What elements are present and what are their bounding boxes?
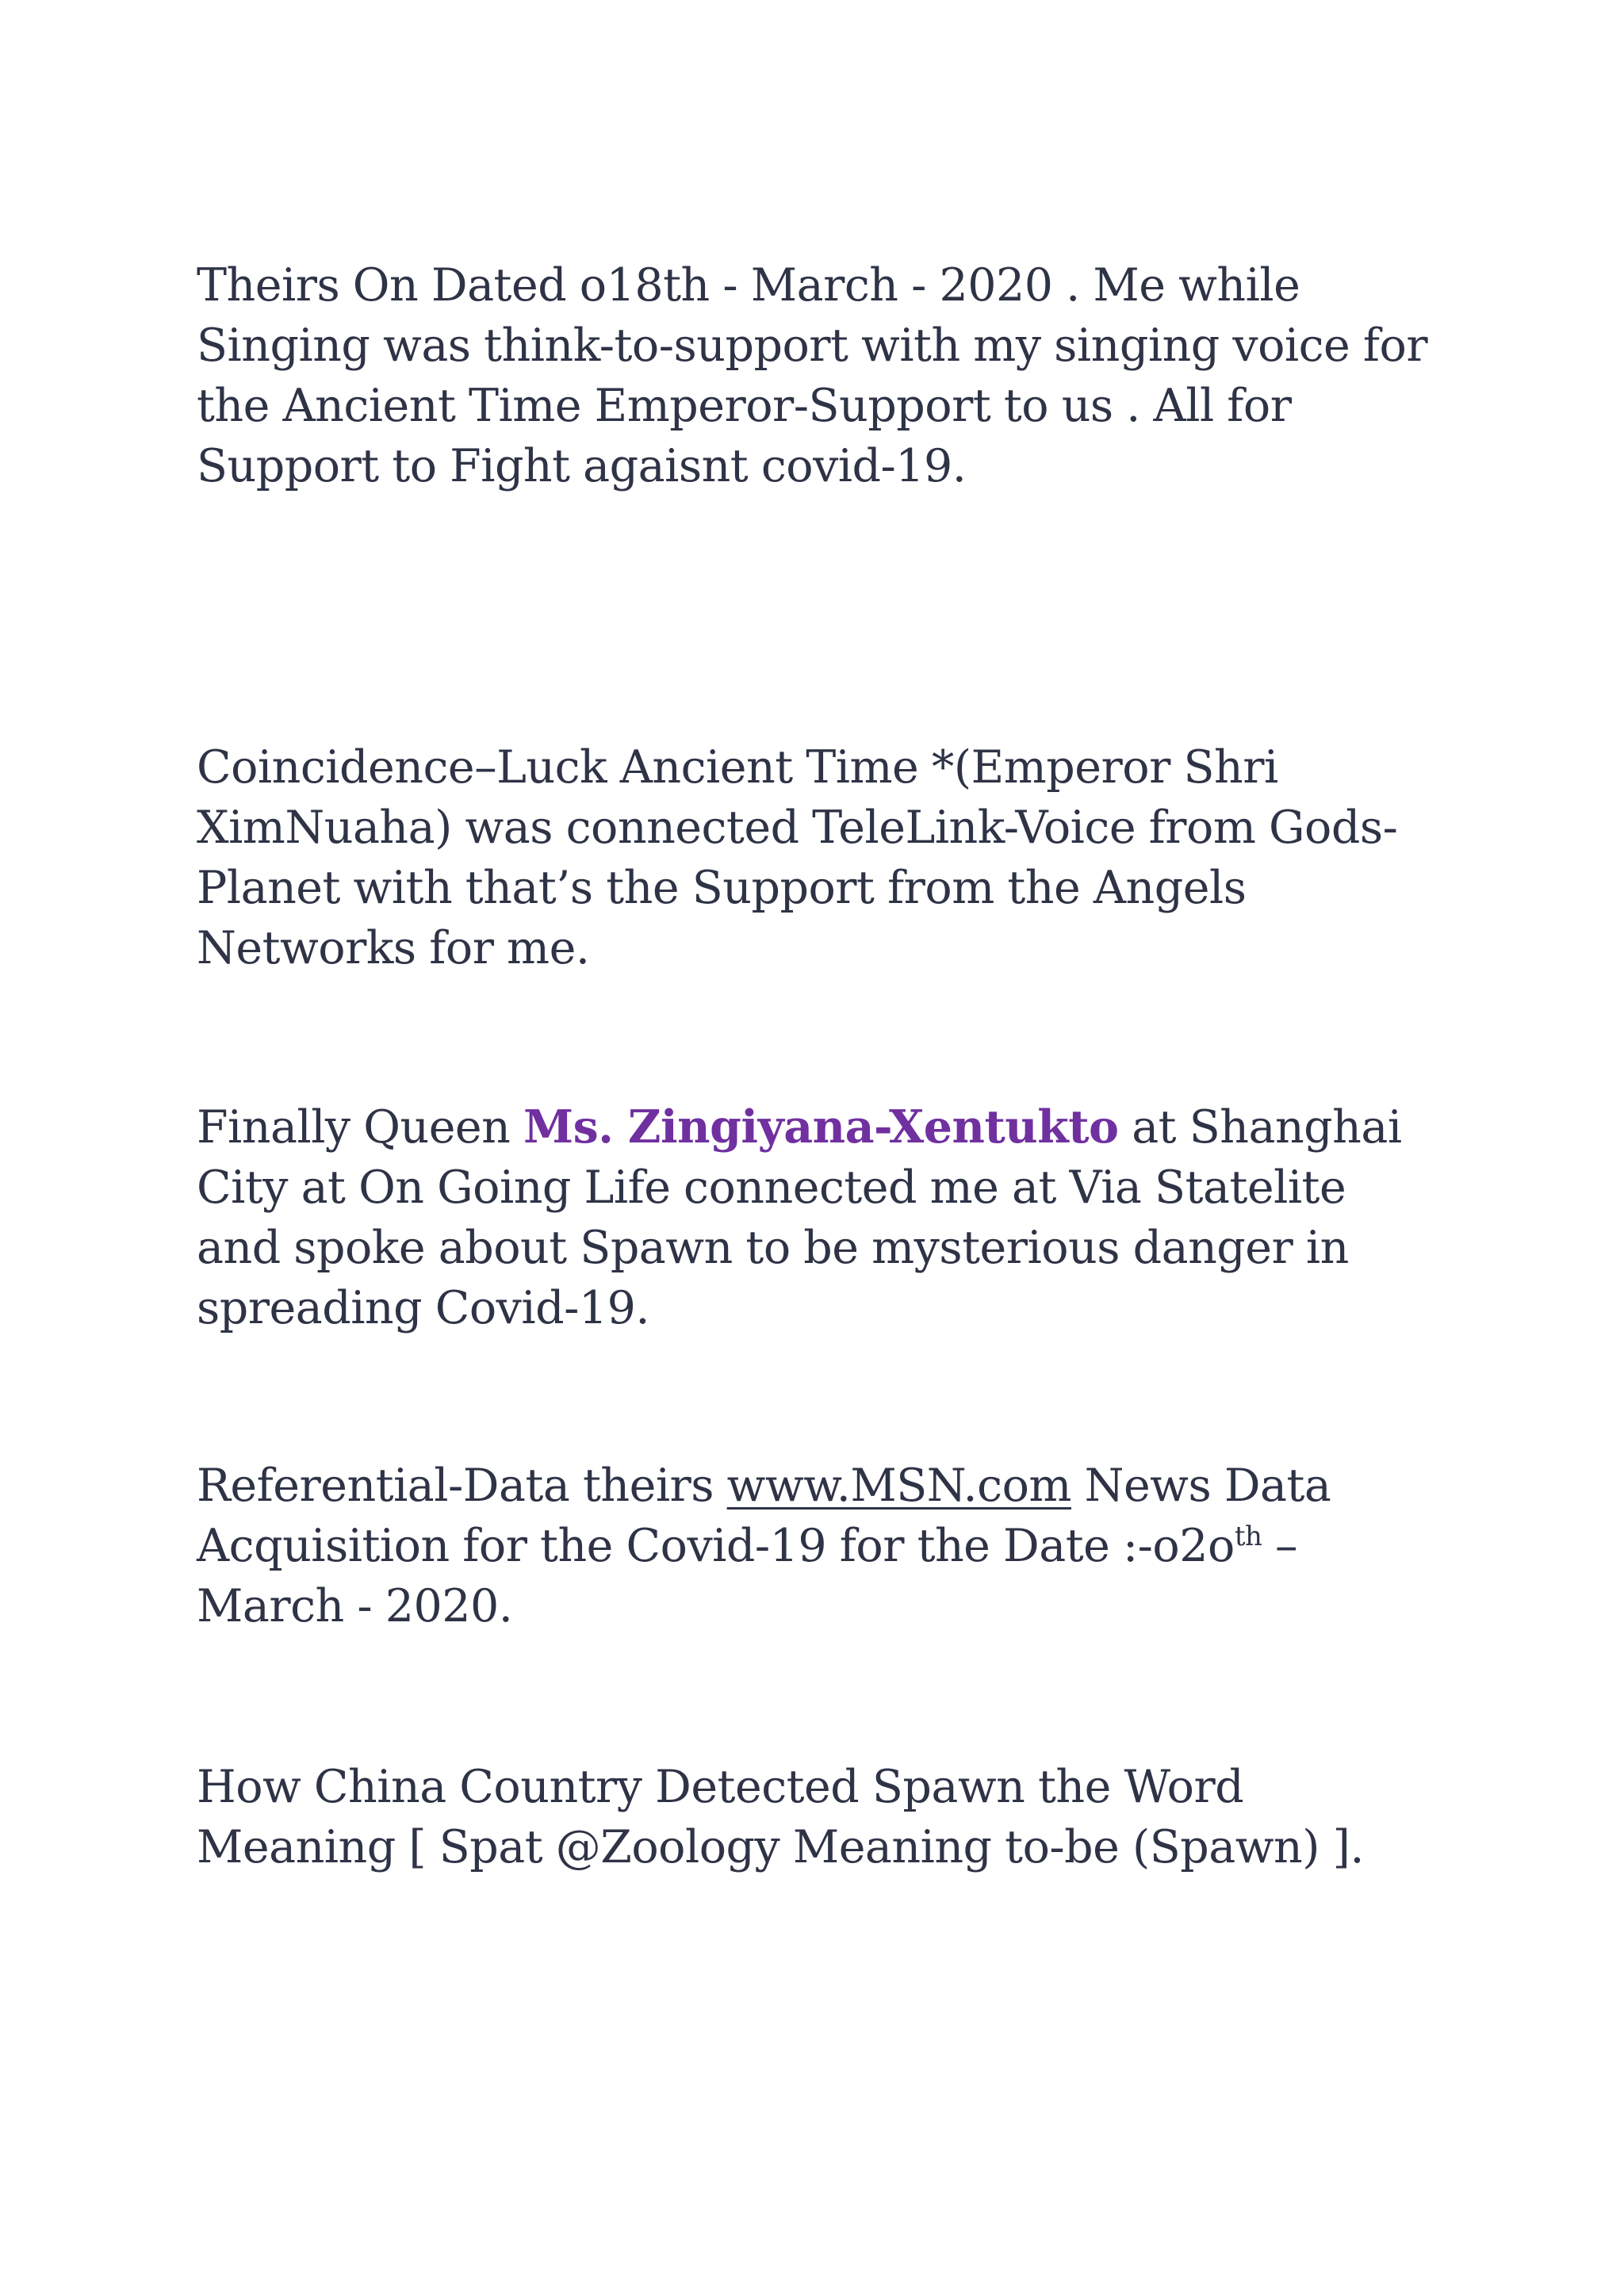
- paragraph-queen-after: at Shanghai City at On Going Life connected me at Via Statelite and spoke about Spawn to be mysterious danger in spreading Covid-19.: [197, 1101, 1402, 1334]
- paragraph-singing-support: [197, 255, 1442, 496]
- paragraph-queen-shanghai: [197, 1097, 1442, 1338]
- paragraph-queen-before: Finally Queen: [197, 1101, 523, 1154]
- paragraph-referential-data: [197, 1456, 1442, 1636]
- queen-name-highlight: Ms. Zingiyana-Xentukto: [523, 1100, 1119, 1154]
- paragraph-referential-middle: News Data Acquisition for the Covid-19 for the Date :-o2o: [197, 1460, 1331, 1572]
- paragraph-china-spawn: [197, 1757, 1442, 1877]
- msn-link[interactable]: www.MSN.com: [726, 1460, 1071, 1512]
- paragraph-china-spawn-text: How China Country Detected Spawn the Word Meaning [ Spat @Zoology Meaning to-be (Spawn) ].: [197, 1761, 1364, 1873]
- paragraph-referential-after: – March - 2020.: [197, 1520, 1298, 1632]
- paragraph-coincidence-luck: [197, 737, 1442, 978]
- paragraph-singing-support-text: Theirs On Dated o18th - March - 2020 . Me while Singing was think-to-support with my singing voice for the Ancient Time Emperor-Support to us . All for Support to Fight agaisnt covid-19.: [197, 259, 1428, 492]
- date-ordinal-superscript: th: [1234, 1521, 1262, 1552]
- paragraph-referential-before: Referential-Data theirs: [197, 1460, 727, 1512]
- paragraph-coincidence-luck-text: Coincidence–Luck Ancient Time *(Emperor Shri XimNuaha) was connected TeleLink-Voice from Gods-Planet with that’s the Support from the Angels Networks for me.: [197, 741, 1398, 974]
